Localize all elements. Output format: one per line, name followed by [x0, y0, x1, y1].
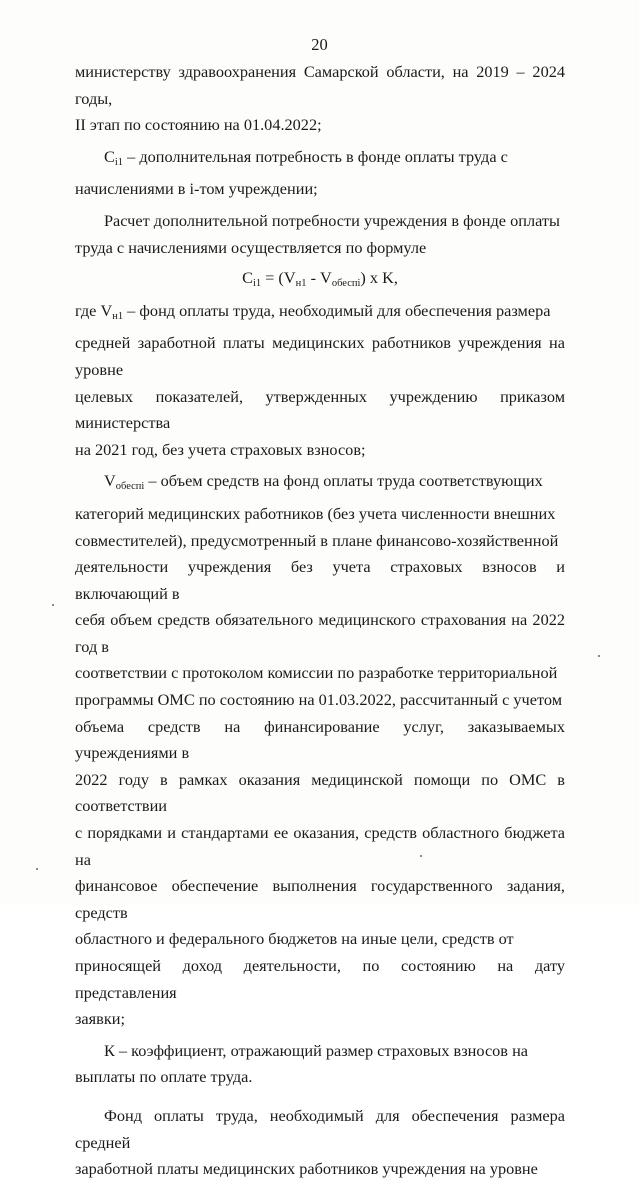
page-number: 20: [311, 35, 328, 54]
text-line: выплаты по оплате труда.: [75, 1067, 253, 1087]
text-line: министерству здравоохранения Самарской области, на 2019 – 2024 годы,: [75, 62, 565, 108]
symbol-v: V: [104, 471, 116, 491]
symbol-c: C: [104, 146, 115, 166]
paragraph-calculation-intro: [75, 208, 565, 261]
text-line: себя объем средств обязательного медицинского страхования на 2022 год в: [75, 610, 565, 656]
text-line: – дополнительная потребность в фонде оплаты труда с: [123, 146, 508, 166]
text-line: К – коэффициент, отражающий размер страховых взносов на: [104, 1040, 529, 1060]
document-body: [75, 59, 565, 1183]
text-line: соответствии с протоколом комиссии по разработке территориальной: [75, 663, 558, 683]
paragraph-wage-fund: [75, 1103, 565, 1183]
formula-c: C: [242, 268, 253, 288]
text-line: средней заработной платы медицинских работников учреждения на уровне: [75, 333, 565, 379]
text-line: с порядками и стандартами ее оказания, средств областного бюджета на: [75, 823, 565, 869]
scan-speck: [420, 855, 422, 857]
text-line: труда с начислениями осуществляется по формуле: [75, 237, 427, 257]
text-line: совместителей), предусмотренный в плане финансово-хозяйственной: [75, 530, 559, 550]
text-line: 2022 году в рамках оказания медицинской помощи по ОМС в соответствии: [75, 769, 565, 816]
paragraph-ministry-ref: [75, 59, 565, 139]
text-line: II этап по состоянию на 01.04.2022;: [75, 115, 322, 135]
text-line: деятельности учреждения без учета страховых взносов и включающий в: [75, 557, 565, 603]
paragraph-ci1-definition: [75, 144, 565, 203]
scan-speck: [36, 868, 38, 870]
symbol-subscript: i1: [114, 156, 124, 168]
paragraph-k-definition: [75, 1038, 565, 1091]
formula-part: ) x K,: [360, 268, 398, 288]
text-line: финансовое обеспечение выполнения государственного задания, средств: [75, 876, 565, 922]
symbol-subscript: н1: [112, 310, 124, 322]
scan-speck: [52, 604, 54, 606]
text-line: на 2021 год, без учета страховых взносов;: [75, 439, 366, 459]
text-line: программы ОМС по состоянию на 01.03.2022, рассчитанный с учетом: [75, 690, 563, 710]
text-line: объема средств на финансирование услуг, заказываемых учреждениями в: [75, 716, 565, 763]
text-line: начислениями в i-том учреждении;: [75, 179, 318, 199]
formula-part: - V: [306, 268, 332, 288]
text-line: Расчет дополнительной потребности учреждения в фонде оплаты: [104, 210, 560, 230]
text-line: приносящей доход деятельности, по состоянию на дату представления: [75, 956, 565, 1002]
text-line: – объем средств на фонд оплаты труда соответствующих: [144, 471, 543, 491]
formula-subscript: обеспі: [331, 278, 361, 290]
paragraph-vn1-definition: [75, 298, 565, 464]
formula-subscript: н1: [295, 278, 307, 290]
text-line: Фонд оплаты труда, необходимый для обеспечения размера средней: [75, 1105, 565, 1152]
formula-subscript: i1: [252, 278, 262, 290]
text-fragment: где V: [75, 300, 113, 320]
formula: [75, 265, 565, 298]
text-line: заявки;: [75, 1009, 125, 1029]
text-line: – фонд оплаты труда, необходимый для обеспечения размера: [123, 300, 551, 320]
scan-speck: [598, 655, 600, 657]
paragraph-v-obesp-definition: [75, 468, 565, 1032]
text-line: категорий медицинских работников (без учета численности внешних: [75, 503, 556, 523]
formula-part: = (V: [261, 268, 296, 288]
text-line: целевых показателей, утвержденных учреждению приказом министерства: [75, 386, 565, 433]
symbol-subscript: обеспі: [115, 481, 145, 493]
text-line: заработной платы медицинских работников учреждения на уровне: [75, 1159, 538, 1179]
text-line: областного и федерального бюджетов на иные цели, средств от: [75, 929, 514, 949]
